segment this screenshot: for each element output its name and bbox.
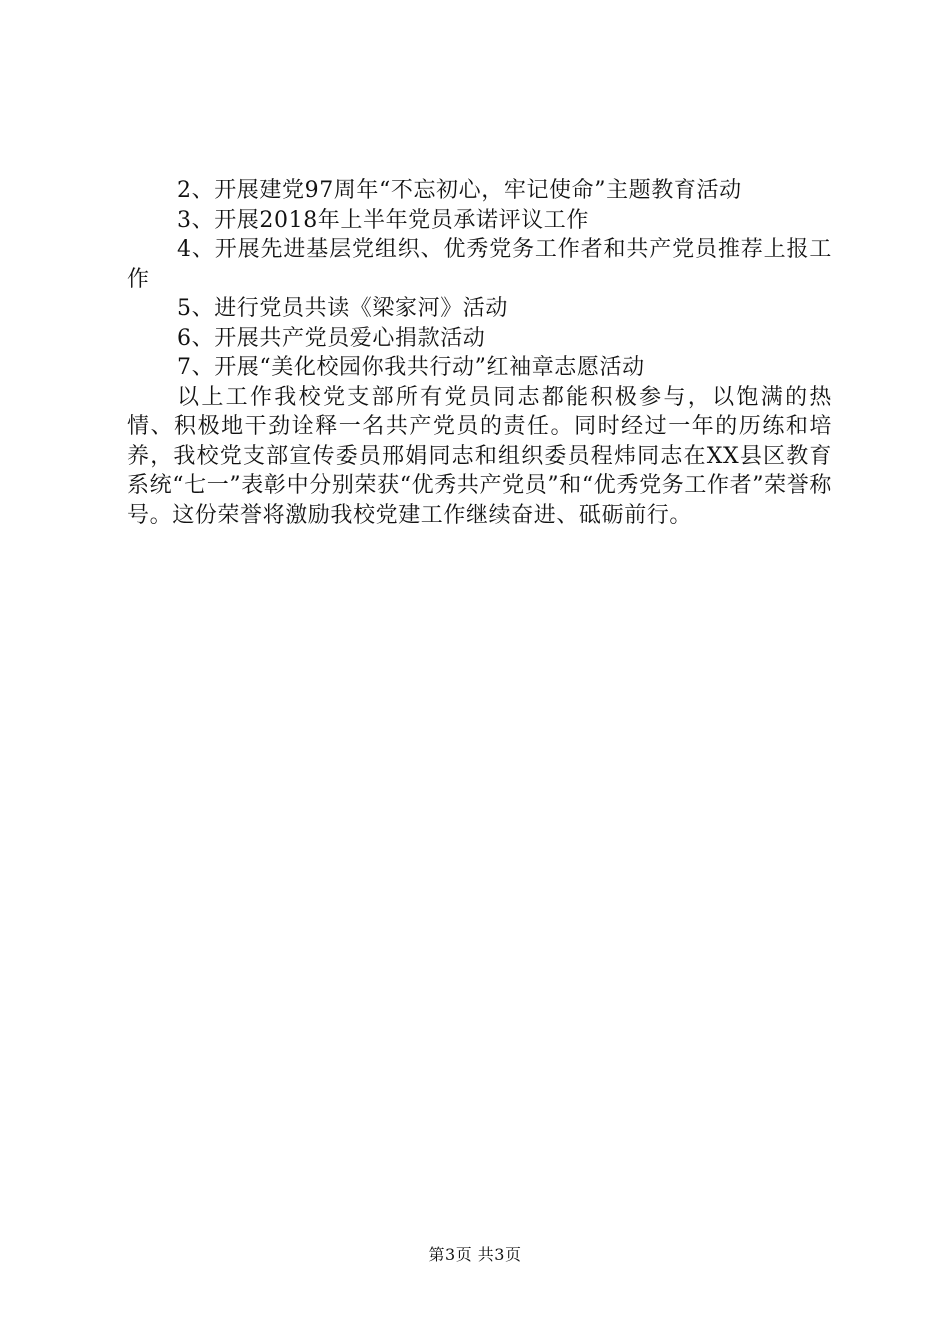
page-footer <box>0 1242 950 1265</box>
paragraph-item-3: 3、开展2018年上半年党员承诺评议工作 <box>177 207 589 233</box>
paragraph-item-4: 4、开展先进基层党组织、优秀党务工作者和共产党员推荐上报工作 <box>127 237 832 292</box>
paragraph-item-2: 2、开展建党97周年“不忘初心，牢记使命”主题教育活动 <box>177 178 742 203</box>
document-body <box>127 176 832 530</box>
paragraph-item-6: 6、开展共产党员爱心捐款活动 <box>177 325 486 351</box>
page-number-indicator: 第3页 共3页 <box>428 1245 522 1264</box>
summary-paragraph: 以上工作我校党支部所有党员同志都能积极参与，以饱满的热情、积极地干劲诠释一名共产党员的责任。同时经过一年的历练和培养，我校党支部宣传委员邢娟同志和组织委员程炜同志在XX县区教育系统“七一”表彰中分别荣获“优秀共产党员”和“优秀党务工作者”荣誉称号。这份荣誉将激励我校党建工作继续奋进、砥砺前行。 <box>127 384 832 528</box>
paragraph-item-7: 7、开展“美化校园你我共行动”红袖章志愿活动 <box>177 355 645 380</box>
paragraph-item-5: 5、进行党员共读《梁家河》活动 <box>177 296 508 321</box>
